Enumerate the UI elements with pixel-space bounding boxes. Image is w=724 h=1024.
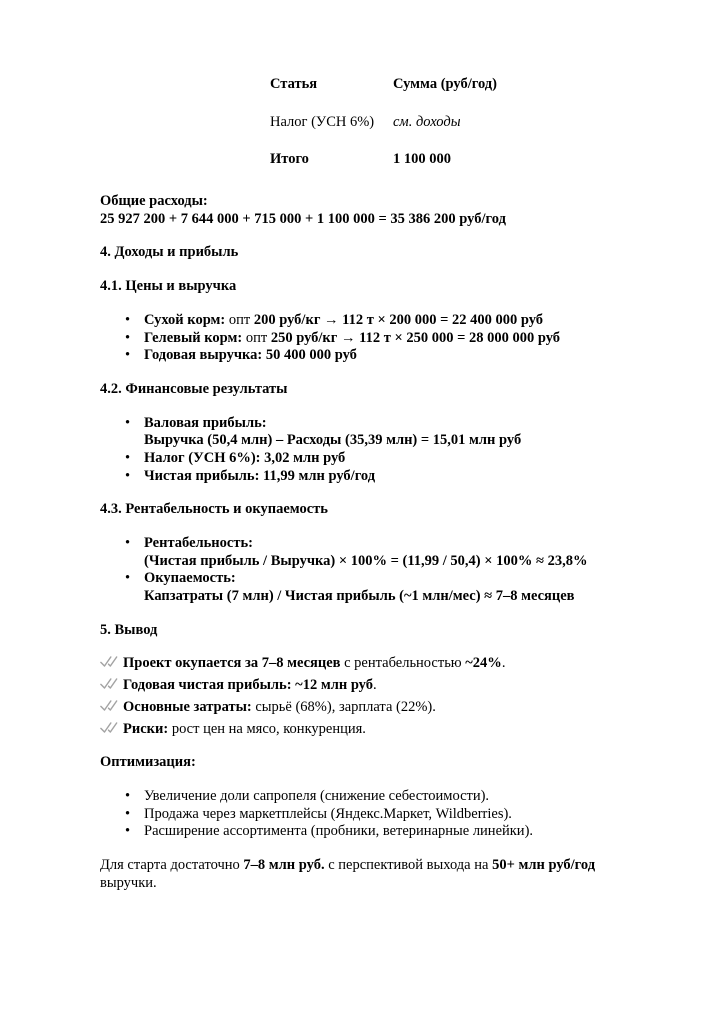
table-cell-tax-amount: см. доходы xyxy=(393,113,461,130)
list-item-annual-revenue xyxy=(144,347,628,365)
section-4-2-title: 4.2. Финансовые результаты xyxy=(100,380,288,397)
optimization-title: Оптимизация: xyxy=(100,754,196,771)
section-4-title: 4. Доходы и прибыль xyxy=(100,244,239,261)
check-icon xyxy=(100,655,118,668)
prices-list xyxy=(100,312,628,365)
table-cell-total-article: Итого xyxy=(270,151,309,168)
conclusion-item-costs xyxy=(100,699,628,717)
check-icon xyxy=(100,721,118,734)
profitability-list xyxy=(100,535,628,606)
check-icon xyxy=(100,699,118,712)
bullet-text: (Чистая прибыль / Выручка) × 100% = (11,99 / 50,4) × 100% ≈ 23,8% xyxy=(144,552,588,569)
table-row-total xyxy=(270,141,628,179)
conclusion-text: Годовая чистая прибыль: ~12 млн руб. xyxy=(123,677,377,694)
list-item-dry-feed xyxy=(144,312,628,330)
conclusion-item-profit xyxy=(100,677,628,695)
bullet-text: Расширение ассортимента (пробники, ветеринарные линейки). xyxy=(144,823,534,840)
check-icon xyxy=(100,677,118,690)
bullet-text: Годовая выручка: 50 400 000 руб xyxy=(144,347,357,364)
optimization-list xyxy=(100,788,628,841)
bullet-text: Сухой корм: опт 200 руб/кг → 112 т × 200 000 = 22 400 000 руб xyxy=(144,311,544,328)
table-cell-tax-article: Налог (УСН 6%) xyxy=(270,113,375,130)
table-header-row xyxy=(270,66,628,104)
closing-paragraph xyxy=(100,857,628,892)
section-4-3-title: 4.3. Рентабельность и окупаемость xyxy=(100,501,328,518)
section-5-title: 5. Вывод xyxy=(100,621,158,638)
costs-table xyxy=(270,66,628,179)
bullet-text: Чистая прибыль: 11,99 млн руб/год xyxy=(144,467,376,484)
table-cell-total-amount: 1 100 000 xyxy=(393,151,451,168)
total-expenses-formula: 25 927 200 + 7 644 000 + 715 000 + 1 100 000 = 35 386 200 руб/год xyxy=(100,210,506,227)
list-item-marketplaces xyxy=(144,806,628,824)
list-item-gel-feed xyxy=(144,330,628,348)
conclusion-text: Основные затраты: сырьё (68%), зарплата (22%). xyxy=(123,698,436,715)
bullet-text: Увеличение доли сапропеля (снижение себестоимости). xyxy=(144,787,490,804)
conclusion-item-risks xyxy=(100,721,628,739)
list-item-sapropel xyxy=(144,788,628,806)
conclusion-item-payback xyxy=(100,655,628,673)
closing-text: Для старта достаточно 7–8 млн руб. с перспективой выхода на 50+ млн руб/год выручки. xyxy=(100,856,596,891)
bullet-text: Выручка (50,4 млн) – Расходы (35,39 млн) = 15,01 млн руб xyxy=(144,432,522,449)
bullet-text: Капзатраты (7 млн) / Чистая прибыль (~1 млн/мес) ≈ 7–8 месяцев xyxy=(144,588,575,605)
total-expenses-label: Общие расходы: xyxy=(100,193,208,210)
conclusion-text: Проект окупается за 7–8 месяцев с рентабельностью ~24%. xyxy=(123,655,506,672)
bullet-text: Гелевый корм: опт 250 руб/кг → 112 т × 250 000 = 28 000 000 руб xyxy=(144,329,561,346)
list-item-tax xyxy=(144,450,628,468)
list-item-assortment xyxy=(144,823,628,841)
conclusion-text: Риски: рост цен на мясо, конкуренция. xyxy=(123,720,366,737)
bullet-text: Продажа через маркетплейсы (Яндекс.Маркет, Wildberries). xyxy=(144,805,512,822)
bullet-text: Налог (УСН 6%): 3,02 млн руб xyxy=(144,449,346,466)
table-header-article: Статья xyxy=(270,76,318,92)
list-item-payback xyxy=(144,570,628,605)
list-item-net-profit xyxy=(144,468,628,486)
bullet-text: • Валовая прибыль: xyxy=(144,414,267,431)
bullet-text: • Рентабельность: xyxy=(144,535,253,551)
financial-list xyxy=(100,415,628,486)
bullet-text: • Окупаемость: xyxy=(144,570,236,587)
section-4-1-title: 4.1. Цены и выручка xyxy=(100,278,237,295)
table-header-amount: Сумма (руб/год) xyxy=(393,76,497,92)
list-item-gross-profit xyxy=(144,415,628,450)
list-item-margin xyxy=(144,535,628,570)
total-expenses-paragraph xyxy=(100,193,628,228)
table-row-tax xyxy=(270,104,628,142)
